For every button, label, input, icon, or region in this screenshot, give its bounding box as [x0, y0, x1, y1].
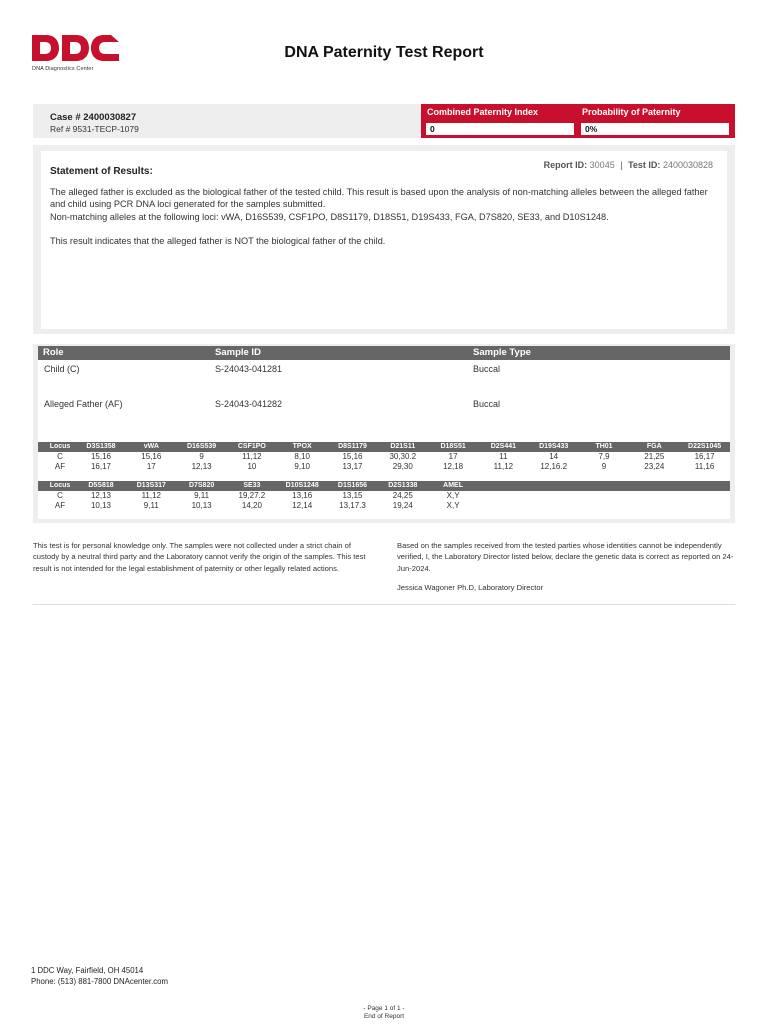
- results-card: [41, 151, 727, 329]
- locus-header-cell: TPOX: [292, 443, 312, 450]
- allele-cell: 13,17.3: [339, 501, 366, 510]
- section-divider: [33, 604, 735, 605]
- disclaimer-text: This test is for personal knowledge only. The samples were not collected under a strict chain of custody by a neutral third party and the Laboratory cannot verify the origin of the samples. This test result is not intended for the legal establishment of paternity or other legally related actions.: [33, 541, 366, 573]
- loci-header-row: [38, 481, 730, 491]
- footer-address: [31, 966, 168, 987]
- phone-line: Phone: (513) 881-7800 DNAcenter.com: [31, 976, 168, 986]
- locus-header-cell: D8S1179: [338, 443, 367, 450]
- allele-cell: 15,16: [90, 452, 112, 461]
- report-id: 30045: [589, 160, 615, 170]
- locus-header-cell: D21S11: [390, 443, 416, 450]
- test-id-label: Test ID:: [628, 160, 661, 170]
- sample-id: S-24043-041282: [215, 399, 283, 409]
- locus-header-cell: D2S1338: [388, 482, 418, 489]
- locus-header-cell: AMEL: [443, 482, 464, 489]
- allele-cell: 9,10: [294, 462, 310, 471]
- sample-type: Buccal: [473, 399, 501, 409]
- report-id-label: Report ID:: [543, 160, 588, 170]
- loci-header-row: [38, 442, 730, 452]
- id-separator: |: [620, 160, 623, 170]
- locus-header-cell: TH01: [595, 443, 613, 450]
- loci-row: [38, 501, 730, 511]
- sample-row-alleged-father: [38, 399, 730, 413]
- allele-cell: 30,30.2: [389, 452, 417, 461]
- allele-cell: 29,30: [392, 462, 413, 471]
- loci-row: [38, 452, 730, 462]
- allele-cell: 14: [549, 452, 559, 461]
- declaration-text: Based on the samples received from the tested parties whose identities cannot be independently verified, I, the Laboratory Director listed below, declare the genetic data is correct as reported on 24-Jun-2024.: [397, 541, 734, 573]
- sample-id-header: Sample ID: [215, 347, 261, 358]
- allele-cell: 10: [247, 462, 257, 471]
- locus-header-cell: Locus: [49, 443, 71, 450]
- combined-paternity-index: [421, 104, 571, 138]
- allele-cell: 10,13: [90, 501, 112, 510]
- probability-label: Probability of Paternity: [582, 107, 681, 117]
- samples-card: [38, 346, 730, 519]
- loci-row: [38, 462, 730, 472]
- allele-cell: 12,16.2: [540, 462, 568, 471]
- test-id: 2400030828: [662, 160, 713, 170]
- probability-value: 0%: [581, 123, 729, 135]
- locus-header-cell: D3S1358: [86, 443, 116, 450]
- locus-header-cell: D16S539: [186, 443, 217, 450]
- results-paragraph: The alleged father is excluded as the biological father of the tested child. This result is based upon the analysis of non-matching alleles between the alleged father and child using PCR DNA loci generated for the samples submitted.: [50, 187, 708, 210]
- paternity-metrics: [421, 104, 735, 138]
- allele-cell: 12,13: [90, 491, 112, 500]
- locus-header-cell: D5S818: [88, 482, 114, 489]
- locus-header-cell: CSF1PO: [237, 443, 266, 450]
- role-header: Role: [43, 347, 64, 358]
- page-footer: [0, 1005, 768, 1021]
- allele-cell: 15,16: [342, 452, 363, 461]
- sample-type: Buccal: [473, 364, 501, 374]
- allele-cell: X,Y: [446, 501, 460, 510]
- allele-cell: 16,17: [694, 452, 715, 461]
- samples-header: [38, 346, 730, 360]
- allele-cell: 9: [601, 462, 607, 471]
- statement-of-results-panel: [33, 145, 735, 334]
- allele-cell: AF: [54, 462, 66, 471]
- allele-cell: 24,25: [392, 491, 413, 500]
- report-title: DNA Paternity Test Report: [284, 44, 484, 61]
- allele-cell: 15,16: [141, 452, 162, 461]
- sample-role: Alleged Father (AF): [44, 399, 123, 409]
- sample-role: Child (C): [44, 364, 80, 374]
- allele-cell: 19,24: [392, 501, 413, 510]
- allele-cell: 9: [199, 452, 204, 461]
- locus-header-cell: D10S1248: [285, 482, 319, 489]
- allele-cell: X,Y: [446, 491, 460, 500]
- sample-id: S-24043-041281: [215, 364, 283, 374]
- allele-cell: AF: [54, 501, 66, 510]
- report-test-ids: [544, 160, 713, 170]
- locus-header-cell: D19S433: [539, 443, 569, 450]
- logo-subtitle: DNA Diagnostics Center: [32, 66, 94, 72]
- allele-cell: 23,24: [644, 462, 665, 471]
- allele-cell: 12,18: [443, 462, 464, 471]
- allele-cell: 12,13: [191, 462, 212, 471]
- allele-cell: 13,15: [342, 491, 363, 500]
- locus-header-cell: Locus: [49, 482, 71, 489]
- loci-table-1: [38, 442, 730, 472]
- laboratory-director: Jessica Wagoner Ph.D, Laboratory Director: [397, 583, 544, 592]
- locus-header-cell: D7S820: [188, 482, 215, 489]
- locus-header-cell: vWA: [143, 443, 159, 450]
- allele-cell: 9,11: [143, 501, 159, 510]
- results-body: [50, 186, 720, 247]
- allele-cell: 8,10: [294, 452, 310, 461]
- ref-number: Ref # 9531-TECP-1079: [50, 124, 139, 134]
- allele-cell: 11,16: [694, 462, 715, 471]
- allele-cell: 21,25: [644, 452, 665, 461]
- allele-cell: 17: [146, 462, 156, 471]
- allele-cell: 14,20: [241, 501, 262, 510]
- page-number: - Page 1 of 1 -: [363, 1005, 405, 1012]
- results-paragraph: Non-matching alleles at the following loci: vWA, D16S539, CSF1PO, D8S1179, D18S51, D19S433, FGA, D7S820, SE33, and D10S1248.: [50, 211, 609, 222]
- allele-cell: C: [57, 491, 63, 500]
- loci-table-2: [38, 481, 730, 511]
- address-line: 1 DDC Way, Fairfield, OH 45014: [31, 966, 144, 975]
- allele-cell: 11,12: [242, 452, 262, 461]
- cpi-label: Combined Paternity Index: [427, 107, 539, 117]
- locus-header-cell: SE33: [243, 482, 261, 489]
- cpi-value: 0: [426, 123, 574, 135]
- locus-header-cell: D1S1656: [337, 482, 368, 489]
- results-title: Statement of Results:: [50, 166, 153, 177]
- locus-header-cell: FGA: [646, 443, 662, 450]
- allele-cell: 11,12: [493, 462, 514, 471]
- locus-header-cell: D18S51: [440, 443, 466, 450]
- locus-header-cell: D13S317: [136, 482, 166, 489]
- allele-cell: 12,14: [292, 501, 313, 510]
- locus-header-cell: D2S441: [490, 443, 517, 450]
- allele-cell: 11: [499, 452, 508, 461]
- allele-cell: 9,11: [194, 491, 210, 500]
- probability-of-paternity: [576, 104, 726, 138]
- allele-cell: 13,17: [342, 462, 363, 471]
- allele-cell: 11,12: [141, 491, 162, 500]
- allele-cell: 7,9: [598, 452, 610, 461]
- loci-row: [38, 491, 730, 501]
- case-number: Case # 2400030827: [50, 112, 137, 123]
- allele-cell: 17: [448, 452, 458, 461]
- locus-header-cell: D22S1045: [688, 443, 722, 450]
- allele-cell: C: [57, 452, 63, 461]
- allele-cell: 13,16: [292, 491, 313, 500]
- allele-cell: 16,17: [90, 462, 112, 471]
- allele-cell: 10,13: [191, 501, 212, 510]
- end-of-report: End of Report: [363, 1013, 405, 1020]
- results-conclusion: This result indicates that the alleged father is NOT the biological father of the child.: [50, 235, 386, 246]
- allele-cell: 19,27.2: [238, 491, 266, 500]
- samples-panel: [33, 344, 735, 523]
- sample-row-child: [38, 364, 730, 378]
- sample-type-header: Sample Type: [473, 347, 531, 358]
